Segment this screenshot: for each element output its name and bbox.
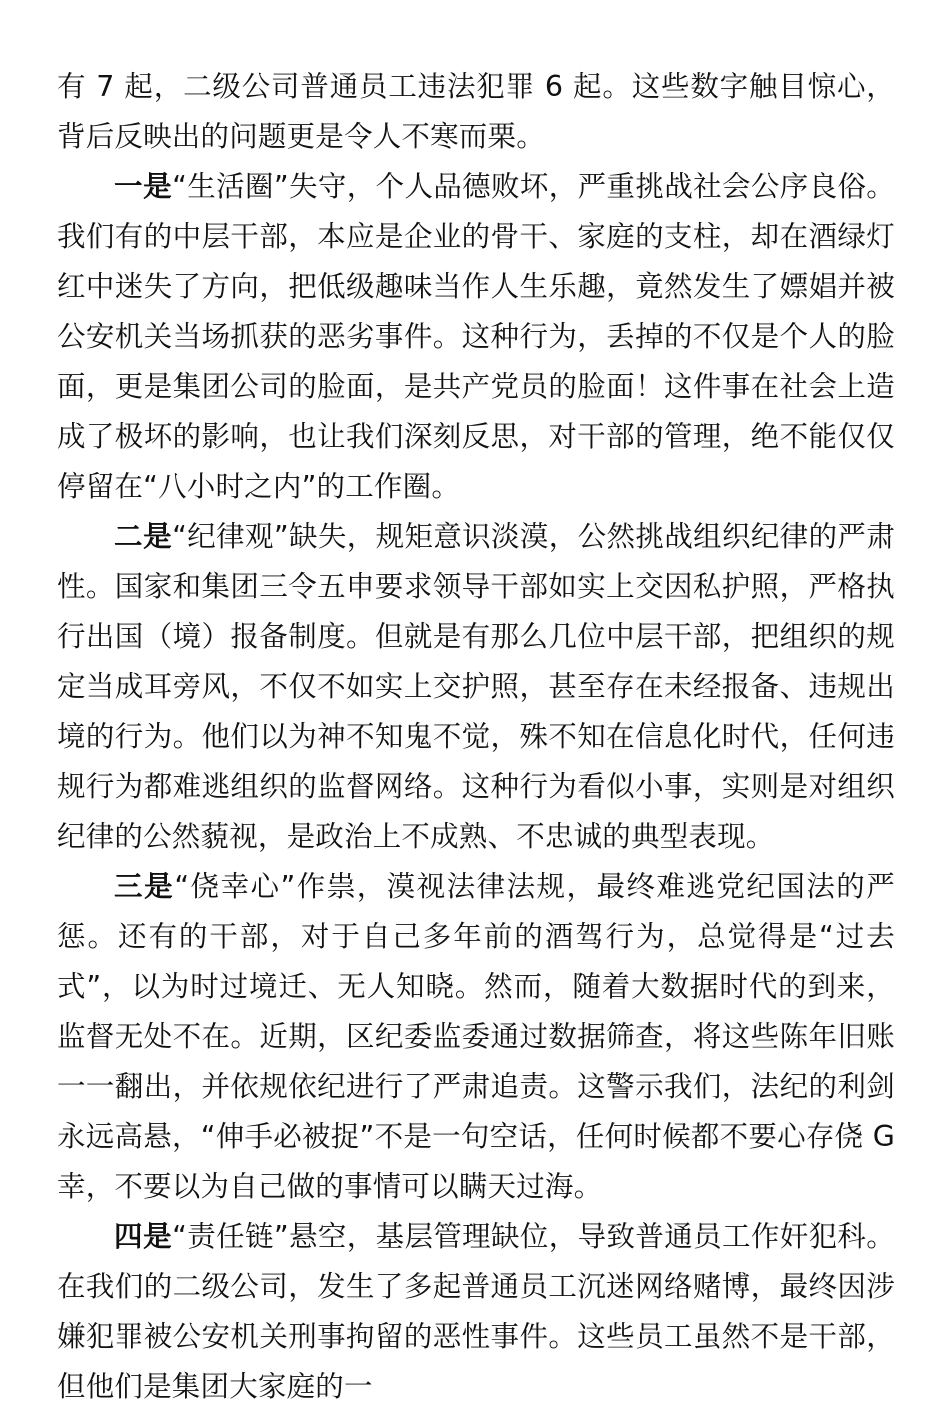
paragraph-text: “生活圈”失守，个人品德败坏，严重挑战社会公序良俗。我们有的中层干部，本应是企业的骨干、家庭的支柱，却在酒绿灯红中迷失了方向，把低级趣味当作人生乐趣，竟然发生了嫖娼并被公安机关当场抓获的恶劣事件。这种行为，丢掉的不仅是个人的脸面，更是集团公司的脸面，是共产党员的脸面！这件事在社会上造成了极坏的影响，也让我们深刻反思，对干部的管理，绝不能仅仅停留在“八小时之内”的工作圈。	[57, 170, 895, 503]
point-marker-two: 二是	[114, 520, 173, 553]
paragraph-continuation	[57, 62, 895, 162]
paragraph-text: “纪律观”缺失，规矩意识淡漠，公然挑战组织纪律的严肃性。国家和集团三令五申要求领导干部如实上交因私护照，严格执行出国（境）报备制度。但就是有那么几位中层干部，把组织的规定当成耳旁风，不仅不如实上交护照，甚至存在未经报备、违规出境的行为。他们以为神不知鬼不觉，殊不知在信息化时代，任何违规行为都难逃组织的监督网络。这种行为看似小事，实则是对组织纪律的公然藐视，是政治上不成熟、不忠诚的典型表现。	[57, 520, 895, 853]
paragraph-point-four	[57, 1212, 895, 1412]
paragraph-text: “责任链”悬空，基层管理缺位，导致普通员工作奸犯科。在我们的二级公司，发生了多起普通员工沉迷网络赌博，最终因涉嫌犯罪被公安机关刑事拘留的恶性事件。这些员工虽然不是干部，但他们是集团大家庭的一	[57, 1220, 895, 1403]
point-marker-one: 一是	[114, 170, 173, 203]
paragraph-point-three	[57, 862, 895, 1212]
document-text-body	[57, 62, 895, 1412]
paragraph-text: “侥幸心”作祟，漠视法律法规，最终难逃党纪国法的严惩。还有的干部，对于自己多年前的酒驾行为，总觉得是“过去式”，以为时过境迁、无人知晓。然而，随着大数据时代的到来，监督无处不在。近期，区纪委监委通过数据筛查，将这些陈年旧账一一翻出，并依规依纪进行了严肃追责。这警示我们，法纪的利剑永远高悬，“伸手必被捉”不是一句空话，任何时候都不要心存侥 G 幸，不要以为自己做的事情可以瞒天过海。	[57, 870, 895, 1203]
paragraph-point-one	[57, 162, 895, 512]
point-marker-three: 三是	[114, 870, 175, 903]
paragraph-point-two	[57, 512, 895, 862]
paragraph-text: 有 7 起，二级公司普通员工违法犯罪 6 起。这些数字触目惊心，背后反映出的问题更是令人不寒而栗。	[57, 70, 895, 153]
point-marker-four: 四是	[114, 1220, 173, 1253]
